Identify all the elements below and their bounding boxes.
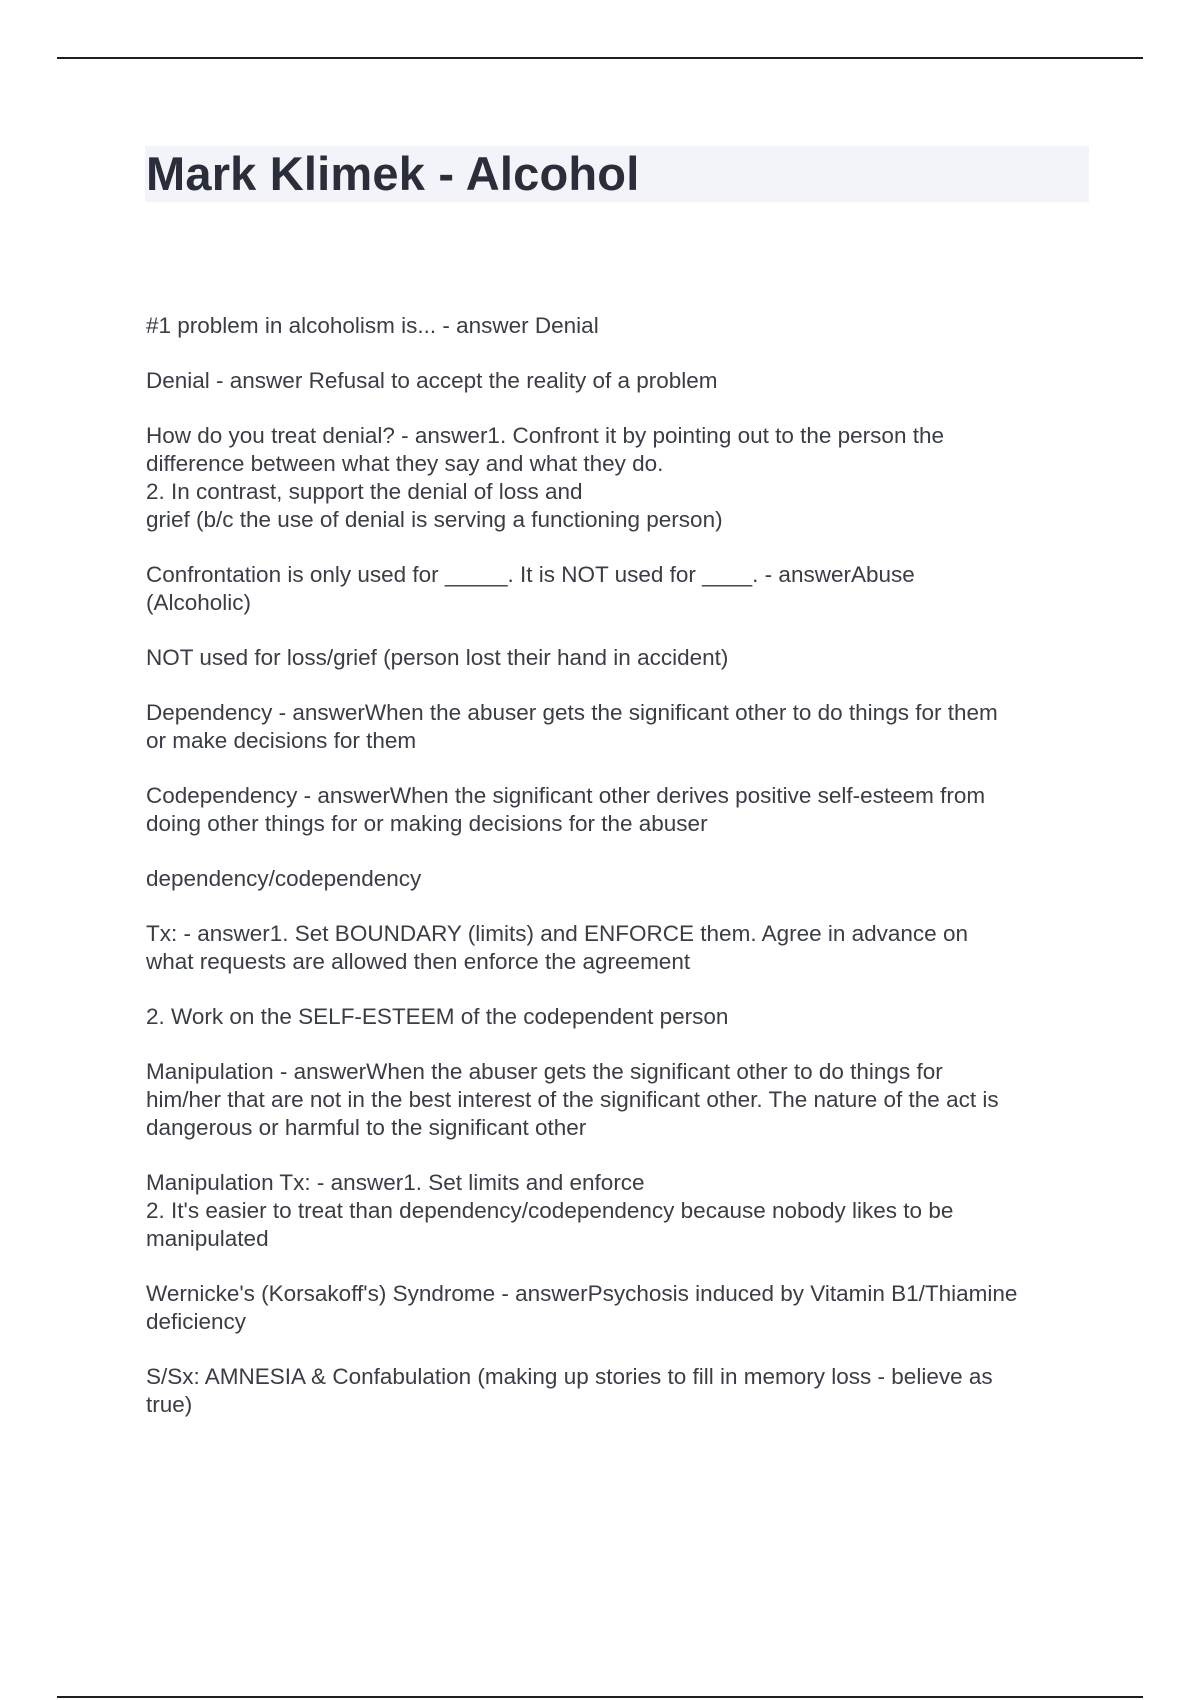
qa-entry: dependency/codependency [146, 866, 422, 891]
qa-entry: #1 problem in alcoholism is... - answer Denial [146, 313, 599, 338]
qa-entry: Manipulation Tx: - answer1. Set limits and enforce 2. It's easier to treat than dependency/codependency because nobody likes to be manipulated [146, 1170, 954, 1251]
qa-entry: How do you treat denial? - answer1. Confront it by pointing out to the person the difference between what they say and what they do. 2. In contrast, support the denial of loss and grief (b/c the use of denial is serving a functioning person) [146, 423, 944, 532]
qa-entry: Wernicke's (Korsakoff's) Syndrome - answerPsychosis induced by Vitamin B1/Thiamine deficiency [146, 1281, 1018, 1334]
qa-entry: Tx: - answer1. Set BOUNDARY (limits) and ENFORCE them. Agree in advance on what requests are allowed then enforce the agreement [146, 921, 968, 974]
bottom-rule [57, 1696, 1143, 1698]
qa-entry: Manipulation - answerWhen the abuser gets the significant other to do things for him/her that are not in the best interest of the significant other. The nature of the act is dangerous or harmful to the significant other [146, 1059, 999, 1140]
qa-entry: S/Sx: AMNESIA & Confabulation (making up stories to fill in memory loss - believe as true) [146, 1364, 993, 1417]
qa-entry: Denial - answer Refusal to accept the reality of a problem [146, 368, 718, 393]
qa-list [146, 312, 1096, 1446]
qa-entry: NOT used for loss/grief (person lost their hand in accident) [146, 645, 729, 670]
qa-entry: Codependency - answerWhen the significant other derives positive self-esteem from doing other things for or making decisions for the abuser [146, 783, 986, 836]
top-rule [57, 57, 1143, 59]
qa-entry: Confrontation is only used for _____. It is NOT used for ____. - answerAbuse (Alcoholic) [146, 562, 915, 615]
qa-entry: Dependency - answerWhen the abuser gets the significant other to do things for them or make decisions for them [146, 700, 998, 753]
page-title: Mark Klimek - Alcohol [146, 147, 640, 200]
qa-entry: 2. Work on the SELF-ESTEEM of the codependent person [146, 1004, 729, 1029]
